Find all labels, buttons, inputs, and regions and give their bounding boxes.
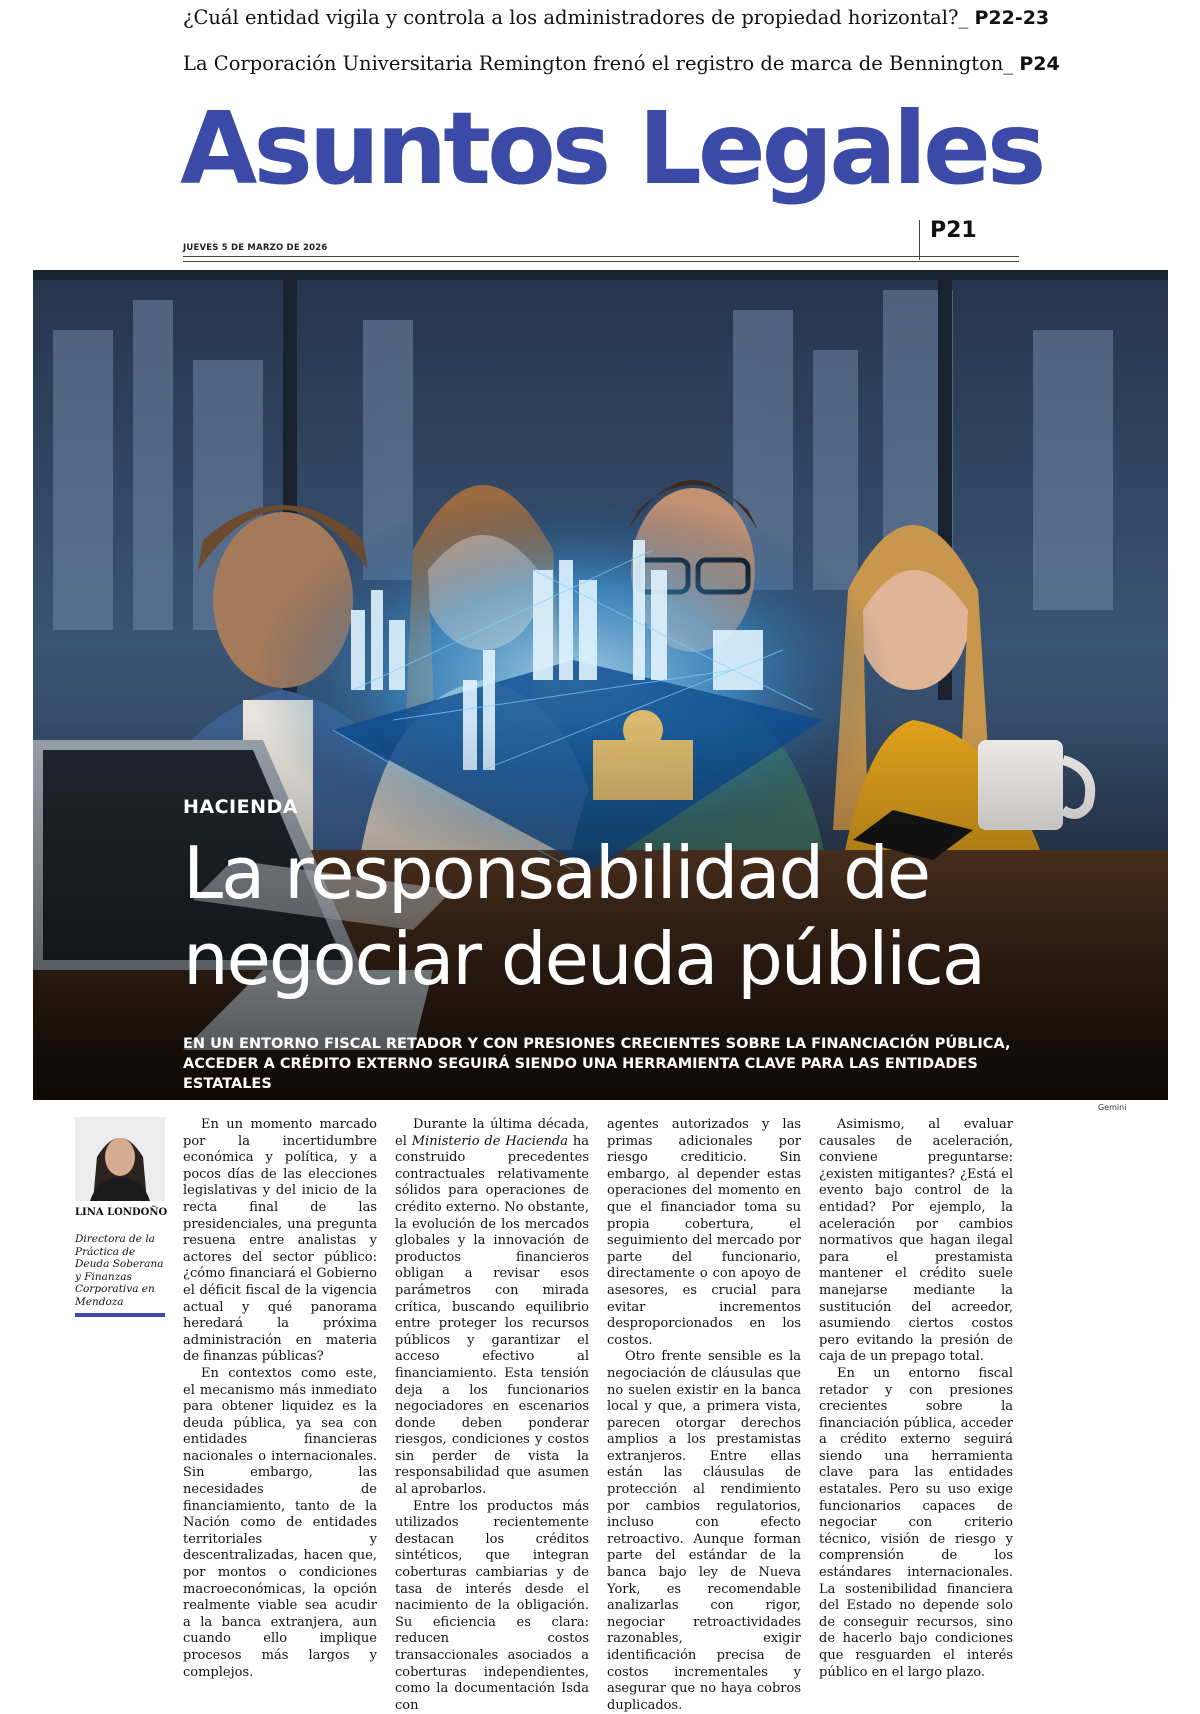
author-accent-rule — [75, 1313, 165, 1317]
article-column-4 — [819, 1117, 1013, 1681]
headline-line: La responsabilidad de — [183, 831, 930, 915]
author-name: LINA LONDOÑO — [75, 1207, 168, 1218]
author-photo — [75, 1117, 165, 1201]
teaser-page-ref: P24 — [1019, 53, 1060, 75]
article-dek: EN UN ENTORNO FISCAL RETADOR Y CON PRESIONES CRECIENTES SOBRE LA FINANCIACIÓN PÚBLICA, ACCEDER A CRÉDITO EXTERNO SEGUIRÁ SIENDO UNA HERRAMIENTA CLAVE PARA LAS ENTIDADES ESTATALES — [183, 1036, 1011, 1092]
dateline: JUEVES 5 DE MARZO DE 2026 — [183, 243, 328, 253]
article-paragraph: agentes autorizados y las primas adicionales por riesgo crediticio. Sin embargo, al depender estas operaciones del momento en que el financiador toma su propia cobertura, el seguimiento del mercado por parte del funcionario, directamente o con apoyo de asesores, es crucial para evitar incrementos desproporcionados en los costos. — [607, 1117, 801, 1348]
photo-credit: Gemini — [1098, 1103, 1127, 1112]
article-paragraph: Asimismo, al evaluar causales de aceleración, conviene preguntarse: ¿existen mitigantes? ¿Está el evento bajo control de la entidad? Por ejemplo, la aceleración por cambios normativos que hagan ilegal para el prestamista mantener el crédito suele manejarse mediante la sustitución del acreedor, asumiendo ciertos costos pero evitando la presión de caja de un prepago total. — [819, 1117, 1013, 1365]
teaser-page-ref: P22-23 — [974, 7, 1050, 29]
article-paragraph: En un momento marcado por la incertidumbre económica y política, y a pocos días de las elecciones legislativas y del inicio de la recta final de las presidenciales, una pregunta resuena entre analistas y actores del sector público: ¿cómo financiará el Gobierno el déficit fiscal de la vigencia actual y qué panorama heredará la próxima administración en materia de finanzas públicas? — [183, 1117, 377, 1365]
article-column-2 — [395, 1117, 589, 1714]
article-paragraph: En un entorno fiscal retador y con presiones crecientes sobre la financiación pública, acceder a crédito externo seguirá siendo una herramienta clave para las entidades estatales. Pero su uso exige funcionarios capaces de negociar con criterio técnico, visión de riesgo y comprensión de los estándares internacionales. La sostenibilidad financiera del Estado no depende solo de conseguir recursos, sino de hacerlo bajo condiciones que resguarden el interés público en el largo plazo. — [819, 1365, 1013, 1680]
teaser-text: La Corporación Universitaria Remington frenó el registro de marca de Bennington_ — [183, 52, 1020, 75]
article-paragraph: En contextos como este, el mecanismo más inmediato para obtener liquidez es la deuda pública, ya sea con entidades financieras nacionales o internacionales. Sin embargo, las necesidades de financiamiento, tanto de la Nación como de entidades territoriales y descentralizadas, hacen que, por montos o condiciones macroeconómicas, la opción realmente viable sea acudir a la banca extranjera, aun cuando ello implique procesos más largos y complejos. — [183, 1365, 377, 1680]
article-headline — [183, 830, 1143, 1002]
article-paragraph: Entre los productos más utilizados recientemente destacan los créditos sintéticos, que integran coberturas cambiarias y de tasa de interés desde el nacimiento de la obligación. Su eficiencia es clara: reducen costos transaccionales asociados a coberturas independientes, como la documentación Isda con — [395, 1498, 589, 1713]
article-column-3 — [607, 1117, 801, 1714]
article-column-1 — [183, 1117, 377, 1681]
masthead-title: Asuntos Legales — [180, 90, 1043, 207]
page-number: P21 — [930, 218, 977, 243]
dateline-rule — [183, 261, 1019, 262]
section-label: HACIENDA — [183, 796, 298, 818]
headline-line: negociar deuda pública — [183, 917, 984, 1001]
teaser-headline-1[interactable] — [183, 6, 1049, 29]
dateline-rule — [183, 256, 1019, 257]
teaser-text: ¿Cuál entidad vigila y controla a los administradores de propiedad horizontal?_ — [183, 6, 975, 29]
teaser-headline-2[interactable] — [183, 52, 1060, 75]
article-paragraph: Otro frente sensible es la negociación de cláusulas que no suelen existir en la banca local y que, a primera vista, parecen otorgar derechos amplios a los prestamistas extranjeros. Entre ellas están las cláusulas de protección al rendimiento por cambios regulatorios, incluso con efecto retroactivo. Aunque forman parte del estándar de la banca bajo ley de Nueva York, es recomendable analizarlas con rigor, negociar retroactividades razonables, exigir identificación precisa de costos incrementales y asegurar que no haya cobros duplicados. — [607, 1349, 801, 1713]
ministry-name: Ministerio de Hacienda — [411, 1133, 568, 1149]
article-paragraph: Durante la última década, el Ministerio de Hacienda ha construido precedentes contractuales relativamente sólidos para operaciones de crédito externo. No obstante, la evolución de los mercados globales y la innovación de productos financieros obligan a revisar esos parámetros con mirada crítica, buscando equilibrio entre proteger los recursos públicos y garantizar el acceso efectivo al financiamiento. Esta tensión deja a los funcionarios negociadores en escenarios donde deben ponderar riesgos, condiciones y costos sin perder de vista la responsabilidad que asumen al aprobarlos. — [395, 1117, 590, 1498]
author-role: Directora de la Práctica de Deuda Soberana y Finanzas Corporativa en Mendoza — [75, 1233, 164, 1308]
avatar — [75, 1117, 165, 1201]
page-number-divider — [919, 220, 920, 260]
